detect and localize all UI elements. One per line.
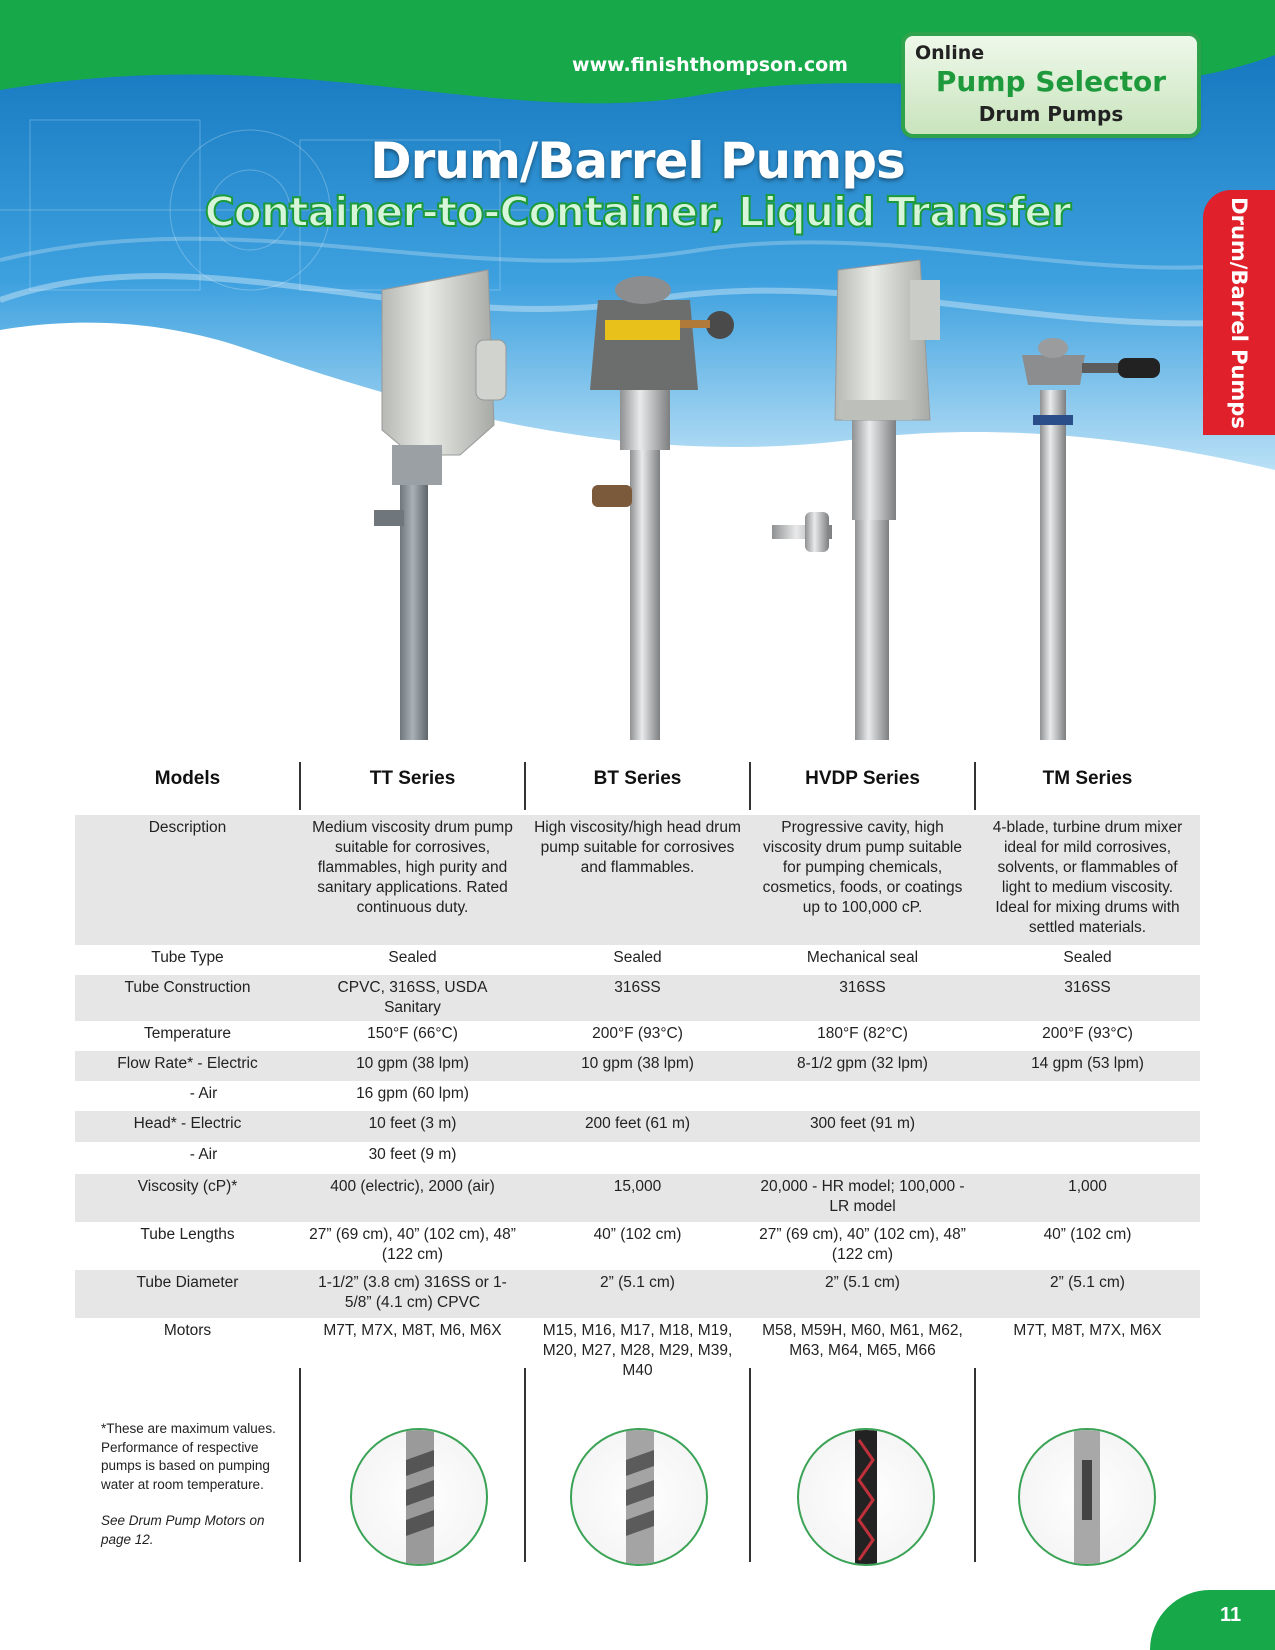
footnote (101, 1420, 291, 1549)
row-label: Tube Lengths (140, 1226, 235, 1243)
table-cell: 10 gpm (38 lpm) (525, 1051, 750, 1081)
hvdp-series-pump-image (772, 260, 940, 740)
table-cell: M58, M59H, M60, M61, M62, M63, M64, M65, M66 (762, 1322, 963, 1359)
table-cell: 150°F (66°C) (367, 1025, 458, 1042)
table-cell: Mechanical seal (806, 949, 919, 966)
table-row (75, 1021, 1200, 1051)
table-cell (750, 1081, 975, 1111)
table-row (75, 1142, 1200, 1174)
table-cell: 200°F (93°C) (1042, 1025, 1133, 1042)
bt-series-header: BT Series (593, 768, 682, 789)
table-cell (750, 1142, 975, 1174)
tm-blade-closeup (1018, 1428, 1156, 1566)
row-label: Motors (163, 1322, 212, 1339)
table-cell (975, 1142, 1200, 1174)
table-row (75, 1318, 1200, 1384)
table-cell: 200 feet (61 m) (525, 1111, 750, 1142)
table-cell: 1,000 (975, 1174, 1200, 1222)
page-title: Drum/Barrel Pumps (370, 132, 905, 190)
row-label: Viscosity (cP)* (75, 1174, 300, 1222)
hvdp-series-header: HVDP Series (805, 768, 920, 789)
row-label: - Air (189, 1146, 218, 1163)
table-cell: M7T, M8T, M7X, M6X (1013, 1322, 1162, 1339)
selector-subtitle: Drum Pumps (978, 102, 1124, 126)
see-also-note[interactable]: See Drum Pump Motors on page 12. (101, 1513, 265, 1547)
table-cell: 180°F (82°C) (817, 1025, 908, 1042)
column-divider (524, 762, 526, 810)
table-cell: Progressive cavity, high viscosity drum pump suitable for pumping chemicals, cosmetics, foods, or coatings up to 100,000 cP. (750, 815, 975, 945)
table-row (75, 1174, 1200, 1222)
table-row (75, 1111, 1200, 1142)
table-cell: 27” (69 cm), 40” (102 cm), 48” (122 cm) (759, 1226, 966, 1263)
table-row (75, 815, 1200, 945)
models-header-row (75, 762, 1200, 812)
specification-table (75, 815, 1200, 1384)
table-cell (975, 1111, 1200, 1142)
page-number: 11 (1220, 1604, 1242, 1626)
table-cell (525, 1142, 750, 1174)
page-number-tab (1150, 1590, 1275, 1650)
row-label: Temperature (143, 1025, 231, 1042)
table-cell (975, 1081, 1200, 1111)
row-label: - Air (189, 1085, 218, 1102)
table-cell: High viscosity/high head drum pump suitable for corrosives and flammables. (525, 815, 750, 945)
table-row (75, 1222, 1200, 1270)
table-cell (525, 1081, 750, 1111)
row-label: Tube Type (151, 949, 224, 966)
side-tab-label: Drum/Barrel Pumps (1227, 196, 1251, 429)
column-divider (749, 762, 751, 810)
row-label: Tube Construction (75, 975, 300, 1021)
table-cell: 10 feet (3 m) (300, 1111, 525, 1142)
table-cell: 10 gpm (38 lpm) (300, 1051, 525, 1081)
website-url[interactable]: www.finishthompson.com (572, 54, 848, 76)
table-cell: 2” (5.1 cm) (975, 1270, 1200, 1318)
column-divider (299, 762, 301, 810)
row-label: Description (75, 815, 300, 945)
column-divider (749, 1368, 751, 1562)
bt-series-pump-image (590, 276, 734, 740)
table-cell: Sealed (1063, 949, 1112, 966)
row-label: Flow Rate* - Electric (75, 1051, 300, 1081)
models-column-header: Models (154, 768, 221, 789)
table-row (75, 1270, 1200, 1318)
online-pump-selector-button[interactable] (905, 36, 1197, 134)
column-divider (299, 1368, 301, 1562)
hvdp-rotor-closeup (797, 1428, 935, 1566)
row-label: Head* - Electric (75, 1111, 300, 1142)
table-row (75, 975, 1200, 1021)
table-cell: 2” (5.1 cm) (525, 1270, 750, 1318)
table-cell: 27” (69 cm), 40” (102 cm), 48” (122 cm) (309, 1226, 516, 1263)
table-cell: 16 gpm (60 lpm) (356, 1085, 469, 1102)
tt-impeller-closeup (350, 1428, 488, 1566)
row-label: Tube Diameter (75, 1270, 300, 1318)
table-cell: Sealed (388, 949, 437, 966)
table-cell: 316SS (750, 975, 975, 1021)
table-row (75, 1051, 1200, 1081)
table-cell: M7T, M7X, M8T, M6, M6X (323, 1322, 502, 1339)
column-divider (524, 1368, 526, 1562)
table-cell: 400 (electric), 2000 (air) (300, 1174, 525, 1222)
table-cell: 200°F (93°C) (592, 1025, 683, 1042)
page-subtitle: Container-to-Container, Liquid Transfer (204, 188, 1071, 236)
table-cell: 300 feet (91 m) (750, 1111, 975, 1142)
footnote-text: *These are maximum values. Performance of respective pumps is based on pumping water at room temperature. (101, 1421, 276, 1492)
table-row (75, 1081, 1200, 1111)
tt-series-header: TT Series (369, 768, 456, 789)
column-divider (974, 762, 976, 810)
tt-series-pump-image (374, 270, 506, 740)
table-cell: 40” (102 cm) (1043, 1226, 1132, 1243)
table-cell: 30 feet (9 m) (368, 1146, 457, 1163)
tm-series-header: TM Series (1042, 768, 1133, 789)
table-cell: CPVC, 316SS, USDA Sanitary (300, 975, 525, 1021)
bt-impeller-closeup (570, 1428, 708, 1566)
table-cell: 15,000 (525, 1174, 750, 1222)
tm-series-mixer-image (1022, 338, 1160, 740)
table-cell: 20,000 - HR model; 100,000 - LR model (750, 1174, 975, 1222)
selector-online-label: Online (915, 42, 985, 64)
table-cell: 316SS (975, 975, 1200, 1021)
table-cell: Medium viscosity drum pump suitable for corrosives, flammables, high purity and sanitary applications. Rated continuous duty. (300, 815, 525, 945)
table-cell: 14 gpm (53 lpm) (975, 1051, 1200, 1081)
table-row (75, 945, 1200, 975)
table-cell: 2” (5.1 cm) (750, 1270, 975, 1318)
table-cell: 40” (102 cm) (593, 1226, 682, 1243)
selector-title: Pump Selector (935, 65, 1167, 98)
table-cell: Sealed (613, 949, 662, 966)
table-cell: 1-1/2” (3.8 cm) 316SS or 1-5/8” (4.1 cm) CPVC (300, 1270, 525, 1318)
column-divider (974, 1368, 976, 1562)
table-cell: 316SS (525, 975, 750, 1021)
table-cell: 8-1/2 gpm (32 lpm) (750, 1051, 975, 1081)
table-cell: M15, M16, M17, M18, M19, M20, M27, M28, M29, M39, M40 (542, 1322, 733, 1379)
table-cell: 4-blade, turbine drum mixer ideal for mild corrosives, solvents, or flammables of light to medium viscosity. Ideal for mixing drums with settled materials. (975, 815, 1200, 945)
pump-illustrations (0, 250, 1275, 740)
